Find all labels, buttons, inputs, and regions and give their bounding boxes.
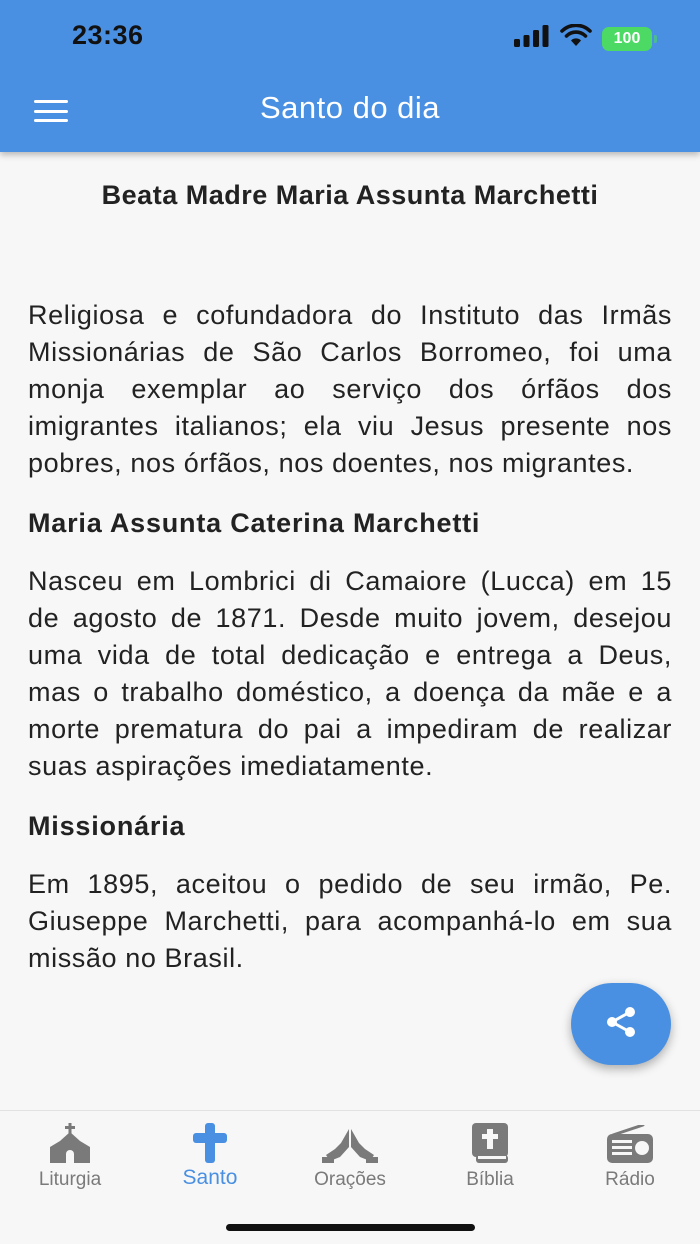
nav-label: Rádio [605,1169,655,1190]
share-button[interactable] [571,983,671,1065]
section-heading: Maria Assunta Caterina Marchetti [28,508,481,538]
nav-item-biblia[interactable] [420,1121,560,1191]
radio-icon [607,1121,653,1163]
wifi-icon [560,24,592,53]
app-header [0,0,700,152]
article-content[interactable] [0,152,700,1110]
nav-item-radio[interactable] [560,1121,700,1191]
battery-icon: 100 [602,27,652,51]
section-paragraph: Nasceu em Lombrici di Camaiore (Lucca) em 15 de agosto de 1871. Desde muito jovem, desejou uma vida de total dedicação e entrega a Deus, mas o trabalho doméstico, a doença da mãe e a morte prematura do pai a impediram de realizar suas aspirações imediatamente. [28,566,672,781]
church-icon [48,1121,92,1163]
nav-item-santo[interactable] [140,1121,280,1190]
page-title: Santo do dia [259,90,441,125]
praying-hands-icon [322,1121,378,1163]
nav-item-liturgia[interactable] [0,1121,140,1191]
section-paragraph: Em 1895, aceitou o pedido de seu irmão, Pe. Giuseppe Marchetti, para acompanhá-lo em sua missão no Brasil. [28,869,672,973]
status-icons [514,24,652,53]
saint-name: Beata Madre Maria Assunta Marchetti [101,180,599,210]
home-indicator[interactable] [226,1224,475,1231]
nav-label: Orações [314,1169,386,1190]
share-icon [603,1004,639,1045]
nav-label: Liturgia [38,1169,102,1190]
section-heading: Missionária [28,811,186,841]
bible-icon [472,1121,508,1163]
nav-label: Santo [182,1166,238,1189]
nav-item-oracoes[interactable] [280,1121,420,1191]
status-time: 23:36 [72,20,144,50]
cross-icon [193,1121,227,1163]
signal-icon [514,25,550,52]
intro-paragraph: Religiosa e cofundadora do Instituto das Irmãs Missionárias de São Carlos Borromeo, foi uma monja exemplar ao serviço dos órfãos dos imigrantes italianos; ela viu Jesus presente nos pobres, nos órfãos, nos doentes, nos migrantes. [28,300,672,478]
nav-label: Bíblia [466,1169,514,1190]
